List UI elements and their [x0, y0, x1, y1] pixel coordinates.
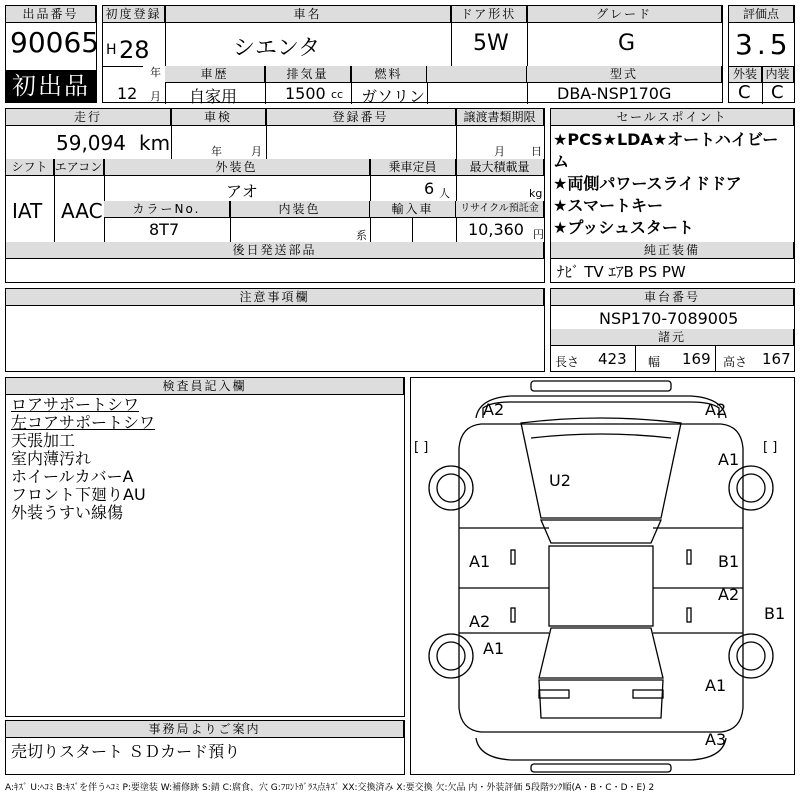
inspector-note: フロント下廻りAU: [11, 485, 146, 504]
inspector-note: 左コアサポートシワ: [11, 413, 156, 432]
later-parts-label: 後日発送部品: [6, 242, 544, 259]
height: 167: [762, 350, 791, 368]
bracket-left: [ ]: [414, 440, 429, 455]
selling-point: ★スマートキー: [553, 196, 664, 215]
inspector-note: 室内薄汚れ: [11, 449, 92, 468]
load-label: 最大積載量: [456, 159, 544, 176]
equipment-label: 純正装備: [551, 242, 794, 259]
shift-label: シフト: [6, 159, 54, 176]
selling-points-label: セールスポイント: [551, 109, 794, 126]
damage-diagram: [410, 377, 795, 775]
inspection-year-unit: 年: [211, 145, 222, 158]
mileage-label: 走行: [6, 109, 171, 126]
mark-left-rear: A1: [483, 639, 505, 658]
lot-number-label: 出品番号: [6, 6, 96, 23]
selling-point: ★プッシュスタート: [553, 218, 694, 237]
shift: IAT: [12, 199, 43, 223]
color-label: 外装色: [104, 159, 370, 176]
history: 自家用: [189, 87, 238, 106]
grade-label: グレード: [527, 6, 722, 23]
vehicle-header: [102, 5, 723, 106]
recycle-label: リサイクル預託金: [456, 201, 544, 218]
lot-number: 90065: [10, 26, 100, 59]
capacity-label: 乗車定員: [370, 159, 456, 176]
mark-right-rear-door: A2: [718, 585, 740, 604]
width: 169: [682, 350, 711, 368]
ac-label: エアコン: [54, 160, 103, 174]
inspector-note: 天張加工: [11, 431, 76, 450]
door-label: ドア形状: [451, 6, 527, 23]
interior-label: 内装: [762, 66, 794, 83]
first-listing-badge: 初出品: [6, 70, 96, 102]
inspector-note: ホイールカバーA: [11, 467, 134, 486]
mark-right-front-door: B1: [718, 552, 740, 571]
first-reg-month: 12: [117, 84, 138, 103]
car-name: シエンタ: [233, 36, 321, 61]
mark-front-right: A2: [705, 400, 727, 419]
air-conditioner: AAC: [61, 199, 103, 223]
mark-right-rear: A1: [705, 676, 727, 695]
score: 3.5: [735, 28, 792, 61]
selling-point: ★PCS★LDA★オートハイビーム: [553, 130, 779, 171]
color-number: 8T7: [149, 220, 180, 239]
reg-no-label: 登録番号: [266, 109, 456, 126]
selling-point: ★両側パワースライドドア: [553, 174, 742, 193]
mileage: 59,094: [56, 131, 126, 155]
transfer-day-unit: 日: [531, 145, 542, 158]
load-unit: kg: [529, 187, 543, 200]
mark-front-left: A2: [483, 400, 505, 419]
recycle-fee: 10,360: [468, 220, 524, 239]
notes-label: 注意事項欄: [6, 289, 544, 306]
chassis-box: [550, 288, 795, 372]
chassis-number: NSP170-7089005: [599, 309, 739, 328]
model-label: 型式: [527, 66, 722, 83]
car-name-label: 車名: [165, 6, 451, 23]
displacement: 1500: [285, 84, 326, 103]
mileage-unit: km: [139, 131, 171, 155]
length: 423: [598, 350, 627, 368]
door-type: 5W: [473, 31, 509, 56]
lot-number-box: [5, 5, 100, 103]
inspection-label: 車検: [171, 109, 266, 126]
exterior-color: アオ: [226, 182, 258, 201]
displacement-unit: cc: [331, 88, 344, 101]
mark-right-fender: A1: [718, 450, 740, 469]
displacement-label: 排気量: [265, 66, 351, 83]
capacity: 6: [424, 179, 435, 198]
mark-left-front-door: A1: [469, 552, 491, 571]
transfer-month-unit: 月: [494, 145, 505, 158]
chassis-label: 車台番号: [551, 289, 794, 306]
car-outline: [411, 378, 794, 774]
month-unit: 月: [150, 90, 161, 103]
mark-left-rear-door: A2: [469, 612, 491, 631]
mark-hood: U2: [549, 471, 571, 490]
recycle-unit: 円: [533, 228, 544, 241]
capacity-unit: 人: [439, 187, 450, 200]
color-no-label: カラーNo.: [104, 201, 230, 218]
dims-label: 諸元: [551, 329, 794, 346]
inspector-note: ロアサポートシワ: [11, 395, 140, 414]
era: H: [106, 42, 117, 58]
office-label: 事務局よりご案内: [6, 721, 404, 738]
grade: G: [618, 31, 636, 56]
office-box: [5, 720, 405, 775]
inspector-note: 外装うすい線傷: [11, 503, 124, 522]
office-note: 売切りスタート ＳＤカード預り: [11, 742, 241, 761]
equipment: ﾅﾋﾞ TV ｴｱB PS PW: [557, 263, 686, 281]
bracket-right: [ ]: [763, 440, 778, 455]
score-box: [728, 5, 795, 103]
model: DBA-NSP170G: [557, 84, 672, 103]
fuel-label: 燃料: [351, 66, 427, 83]
inspector-label: 検査員記入欄: [6, 378, 404, 395]
transfer-label: 譲渡書類期限: [456, 109, 544, 126]
notes-box: [5, 288, 545, 372]
first-registration-label: 初度登録: [103, 6, 165, 23]
exterior-grade: C: [738, 82, 751, 103]
mark-rear-bumper: A3: [705, 730, 727, 749]
selling-points-box: [550, 108, 795, 283]
width-label: 幅: [648, 355, 661, 369]
year-unit: 年: [150, 66, 161, 79]
first-reg-year: 28: [119, 36, 150, 64]
inspection-month-unit: 月: [251, 145, 262, 158]
legend: A:ｷｽﾞ U:ﾍｺﾐ B:ｷｽﾞを伴うﾍｺﾐ P:要塗装 W:補修跡 S:錆 C:腐食、穴 G:ﾌﾛﾝﾄｶﾞﾗｽ点ｷｽﾞ XX:交換済み X:要交換 欠:欠品 内・外装評価 5段階ﾗﾝｸ順(A・B・C・D・E) 2: [5, 783, 655, 793]
fuel: ガソリン: [361, 87, 426, 106]
interior-grade: C: [771, 82, 784, 103]
inspector-box: [5, 377, 405, 717]
import-label: 輸入車: [370, 201, 456, 218]
height-label: 高さ: [723, 355, 748, 369]
interior-color-label: 内装色: [230, 201, 370, 218]
vehicle-details: [5, 108, 545, 283]
score-label: 評価点: [729, 6, 794, 23]
mark-right-quarter: B1: [764, 604, 786, 623]
length-label: 長さ: [555, 355, 580, 369]
exterior-label: 外装: [729, 66, 762, 83]
history-label: 車歴: [165, 66, 265, 83]
interior-color-unit: 系: [356, 229, 367, 242]
